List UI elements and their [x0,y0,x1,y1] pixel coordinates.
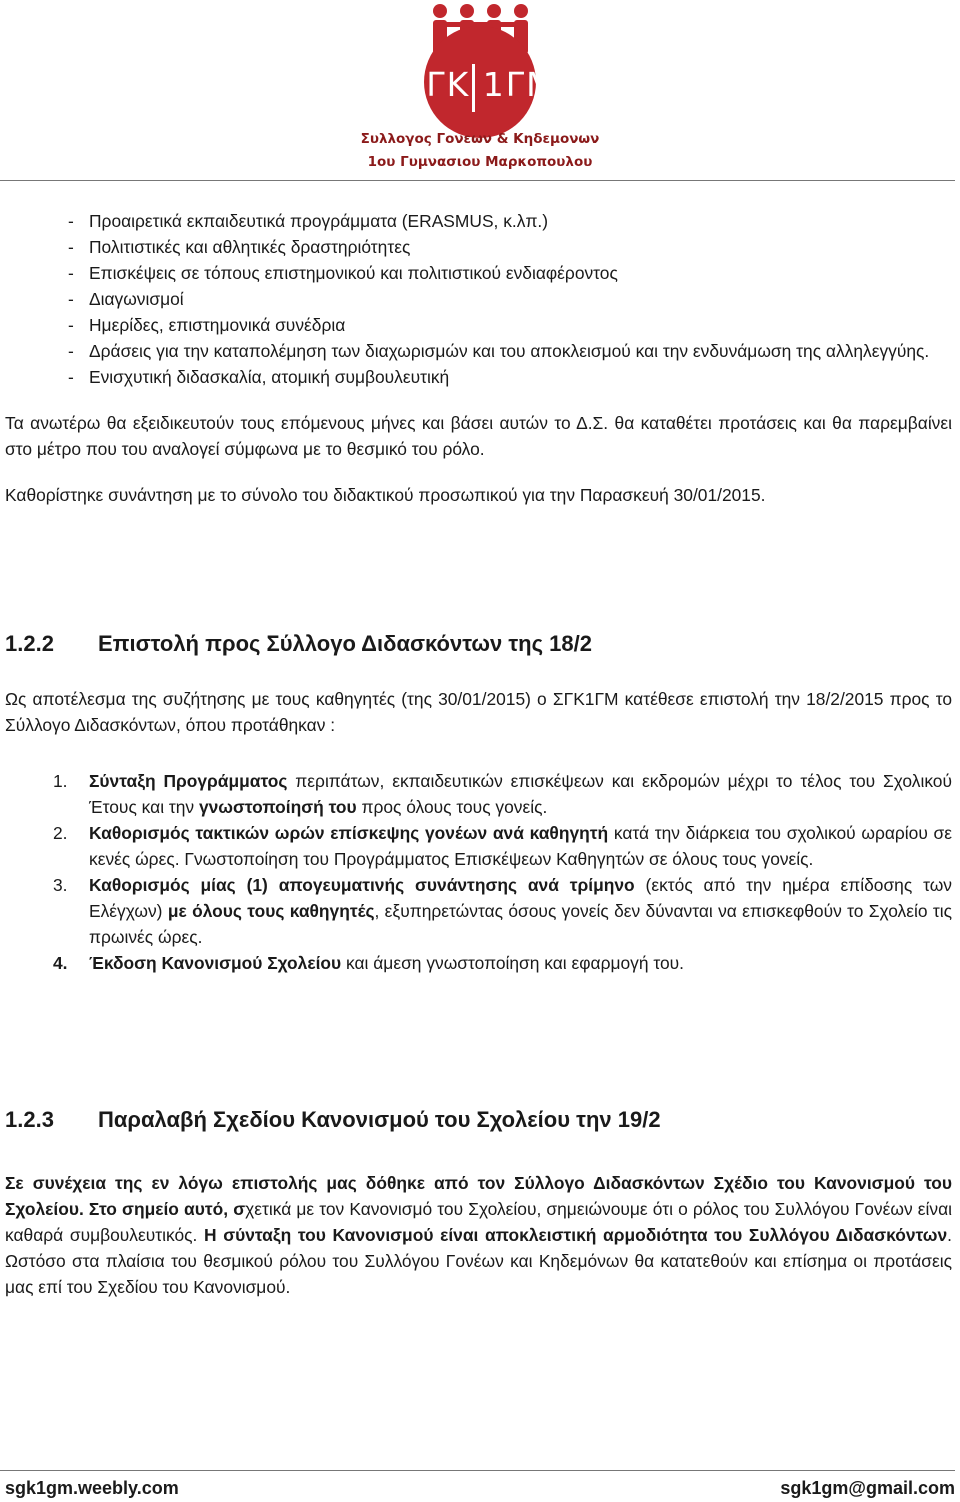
logo-graphic [360,0,600,180]
paragraph-followup: Τα ανωτέρω θα εξειδικευτούν τους επόμενους μήνες και βάσει αυτών το Δ.Σ. θα καταθέτει προτάσεις και θα παρεμβαίνει στο μέτρο που του αναλογεί σύμφωνα με το θεσμικό του ρόλο. [5,413,952,459]
list-item: - Ημερίδες, επιστημονικά συνέδρια [68,315,346,335]
section-1-2-3-body [5,1170,952,1300]
association-logo [360,0,600,180]
footer-divider [0,1470,955,1471]
list-item: - Επισκέψεις σε τόπους επιστημονικού και πολιτιστικού ενδιαφέροντος [68,263,618,283]
proposals-list [5,768,952,976]
list-item: - Πολιτιστικές και αθλητικές δραστηριότητες [68,237,411,257]
list-item: 3. Καθορισμός μίας (1) απογευματινής συνάντησης ανά τρίμηνο (εκτός από την ημέρα επίδοσης των Ελέγχων) με όλους τους καθηγητές, εξυπηρετώντας όσους γονείς δεν δύνανται να επισκεφθούν το Σχολείο τις πρωινές ώρες. [53,875,952,947]
logo-acronym: ΣΓΚ 1ΓΜ [403,65,557,104]
list-item: - Δράσεις για την καταπολέμηση των διαχωρισμών και του αποκλεισμού και την ενδυνάμωση της αλληλεγγύης. [68,341,930,361]
paragraph-meeting: Καθορίστηκε συνάντηση με το σύνολο του διδακτικού προσωπικού για την Παρασκευή 30/01/2015. [5,485,766,505]
document-body [5,208,952,508]
section-heading-1-2-3: 1.2.3 Παραλαβή Σχεδίου Κανονισμού του Σχολείου την 19/2 [5,1107,661,1132]
header-divider [0,180,955,181]
list-item: 1. Σύνταξη Προγράμματος περιπάτων, εκπαιδευτικών επισκέψεων και εκδρομών μέχρι το τέλος του Σχολικού Έτους και την γνωστοποίησή του προς όλους τους γονείς. [53,771,952,817]
footer-website[interactable]: sgk1gm.weebly.com [5,1478,179,1498]
activities-list [5,208,952,390]
footer-email[interactable]: sgk1gm@gmail.com [780,1478,955,1498]
list-item: 2. Καθορισμός τακτικών ωρών επίσκεψης γονέων ανά καθηγητή κατά την διάρκεια του σχολικού ωραρίου σε κενές ώρες. Γνωστοποίηση του Προγράμματος Επισκέψεων Καθηγητών σε όλους τους γονείς. [53,823,953,869]
section-intro: Ως αποτέλεσμα της συζήτησης με τους καθηγητές (της 30/01/2015) ο ΣΓΚ1ΓΜ κατέθεσε επιστολή την 18/2/2015 προς το Σύλλογο Διδασκόντων, όπου προτάθηκαν : [5,689,952,735]
list-item: 4. Έκδοση Κανονισμού Σχολείου και άμεση γνωστοποίηση και εφαρμογή του. [53,953,684,973]
list-item: - Διαγωνισμοί [68,289,184,309]
section-paragraph: Σε συνέχεια της εν λόγω επιστολής μας δόθηκε από τον Σύλλογο Διδασκόντων Σχέδιο του Κανονισμού του Σχολείου. Στο σημείο αυτό, σχετικά με τον Κανονισμό του Σχολείου, σημειώνουμε ότι ο ρόλος του Συλλόγου Γονέων είναι καθαρά συμβουλευτικός. Η σύνταξη του Κανονισμού είναι αποκλειστική αρμοδιότητα του Συλλόγου Διδασκόντων. Ωστόσο στα πλαίσια του θεσμικού ρόλου του Συλλόγου Γονέων και Κηδεμόνων θα κατατεθούν και επίσημα οι προτάσεις μας επί του Σχεδίου του Κανονισμού. [5,1173,952,1297]
section-heading-1-2-2: 1.2.2 Επιστολή προς Σύλλογο Διδασκόντων της 18/2 [5,631,592,656]
logo-line-1: Συλλογος Γονεων & Κηδεμονων [360,131,600,147]
section-1-2-2-body [5,686,952,976]
list-item: - Προαιρετικά εκπαιδευτικά προγράμματα (ERASMUS, κ.λπ.) [68,211,549,231]
list-item: - Ενισχυτική διδασκαλία, ατομική συμβουλευτική [68,367,450,387]
logo-line-2: 1ου Γυμνασιου Μαρκοπουλου [367,154,593,170]
